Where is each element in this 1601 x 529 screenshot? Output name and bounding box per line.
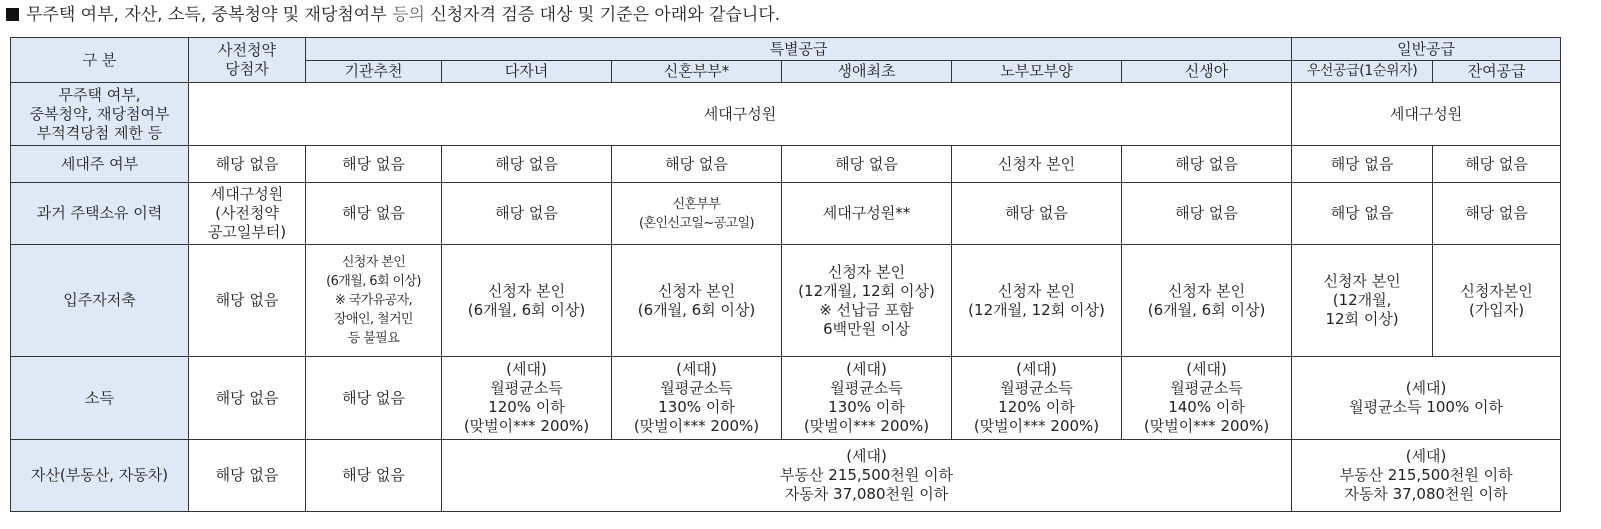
table-cell: 해당 없음 xyxy=(1292,146,1433,183)
row-label-income: 소득 xyxy=(11,357,189,440)
square-bullet-icon xyxy=(6,8,19,21)
table-cell: 신청자 본인 (12개월, 12회 이상) xyxy=(1292,245,1433,357)
heading-tail: 신청자격 검증 대상 및 기준은 아래와 같습니다. xyxy=(430,5,781,25)
row-label-past-ownership: 과거 주택소유 이력 xyxy=(11,183,189,245)
header-col-first-time: 생애최초 xyxy=(782,61,952,83)
header-general-supply: 일반공급 xyxy=(1292,38,1561,61)
header-gubun: 구 분 xyxy=(11,38,189,83)
table-cell: 해당 없음 xyxy=(782,146,952,183)
table-cell: 해당 없음 xyxy=(1433,146,1561,183)
table-cell: 해당 없음 xyxy=(189,357,306,440)
nohouse-special-cell: 세대구성원 xyxy=(189,83,1292,146)
nohouse-general-cell: 세대구성원 xyxy=(1292,83,1561,146)
table-cell: 해당 없음 xyxy=(442,146,612,183)
table-cell: 신청자 본인 (12개월, 12회 이상) ※ 선납금 포함 6백만원 이상 xyxy=(782,245,952,357)
table-cell: 해당 없음 xyxy=(442,183,612,245)
header-pre-subscription: 사전청약 당첨자 xyxy=(189,38,306,83)
table-cell: 해당 없음 xyxy=(189,245,306,357)
header-col-multichild: 다자녀 xyxy=(442,61,612,83)
income-general-cell: (세대) 월평균소득 100% 이하 xyxy=(1292,357,1561,440)
table-cell: 해당 없음 xyxy=(612,146,782,183)
table-cell: 해당 없음 xyxy=(1292,183,1433,245)
table-cell: 해당 없음 xyxy=(306,183,442,245)
header-col-newlywed: 신혼부부* xyxy=(612,61,782,83)
row-label-household-head: 세대주 여부 xyxy=(11,146,189,183)
table-cell: (세대) 월평균소득 130% 이하 (맞벌이*** 200%) xyxy=(782,357,952,440)
table-cell: 신청자 본인 (12개월, 12회 이상) xyxy=(952,245,1122,357)
table-cell: 해당 없음 xyxy=(1433,183,1561,245)
heading-mid: 등의 xyxy=(392,5,425,25)
table-cell: (세대) 월평균소득 140% 이하 (맞벌이*** 200%) xyxy=(1122,357,1292,440)
table-cell: 신혼부부 (혼인신고일~공고일) xyxy=(612,183,782,245)
assets-general-cell: (세대) 부동산 215,500천원 이하 자동차 37,080천원 이하 xyxy=(1292,440,1561,512)
header-special-supply: 특별공급 xyxy=(306,38,1292,61)
table-cell: 해당 없음 xyxy=(306,440,442,512)
table-cell: (세대) 월평균소득 130% 이하 (맞벌이*** 200%) xyxy=(612,357,782,440)
table-cell: 해당 없음 xyxy=(306,146,442,183)
table-cell: 세대구성원 (사전청약 공고일부터) xyxy=(189,183,306,245)
header-col-elderly-parent: 노부모부양 xyxy=(952,61,1122,83)
heading-lead: 무주택 여부, 자산, 소득, 중복청약 및 재당첨여부 xyxy=(26,5,387,25)
header-col-institution: 기관추천 xyxy=(306,61,442,83)
table-cell: 해당 없음 xyxy=(189,440,306,512)
eligibility-criteria-table xyxy=(10,37,1561,512)
row-label-savings: 입주자저축 xyxy=(11,245,189,357)
header-col-priority: 우선공급(1순위자) xyxy=(1292,61,1433,83)
section-heading xyxy=(6,4,780,26)
table-cell: 해당 없음 xyxy=(189,146,306,183)
table-cell: 해당 없음 xyxy=(1122,183,1292,245)
table-cell: 해당 없음 xyxy=(1122,146,1292,183)
table-cell: 신청자 본인 (6개월, 6회 이상) xyxy=(442,245,612,357)
table-cell: 해당 없음 xyxy=(306,357,442,440)
row-label-assets: 자산(부동산, 자동차) xyxy=(11,440,189,512)
table-cell: 신청자 본인 (6개월, 6회 이상) xyxy=(1122,245,1292,357)
table-cell: 신청자 본인 (6개월, 6회 이상) xyxy=(612,245,782,357)
table-cell: 세대구성원** xyxy=(782,183,952,245)
header-col-newborn: 신생아 xyxy=(1122,61,1292,83)
row-label-nohouse: 무주택 여부, 중복청약, 재당첨여부 부적격당첨 제한 등 xyxy=(11,83,189,146)
table-cell: (세대) 월평균소득 120% 이하 (맞벌이*** 200%) xyxy=(442,357,612,440)
assets-special-cell: (세대) 부동산 215,500천원 이하 자동차 37,080천원 이하 xyxy=(442,440,1292,512)
table-cell: 신청자본인 (가입자) xyxy=(1433,245,1561,357)
table-cell: (세대) 월평균소득 120% 이하 (맞벌이*** 200%) xyxy=(952,357,1122,440)
table-cell: 신청자 본인 xyxy=(952,146,1122,183)
table-cell: 해당 없음 xyxy=(952,183,1122,245)
table-cell: 신청자 본인 (6개월, 6회 이상) ※ 국가유공자, 장애인, 철거민 등 불필요 xyxy=(306,245,442,357)
header-col-remaining: 잔여공급 xyxy=(1433,61,1561,83)
